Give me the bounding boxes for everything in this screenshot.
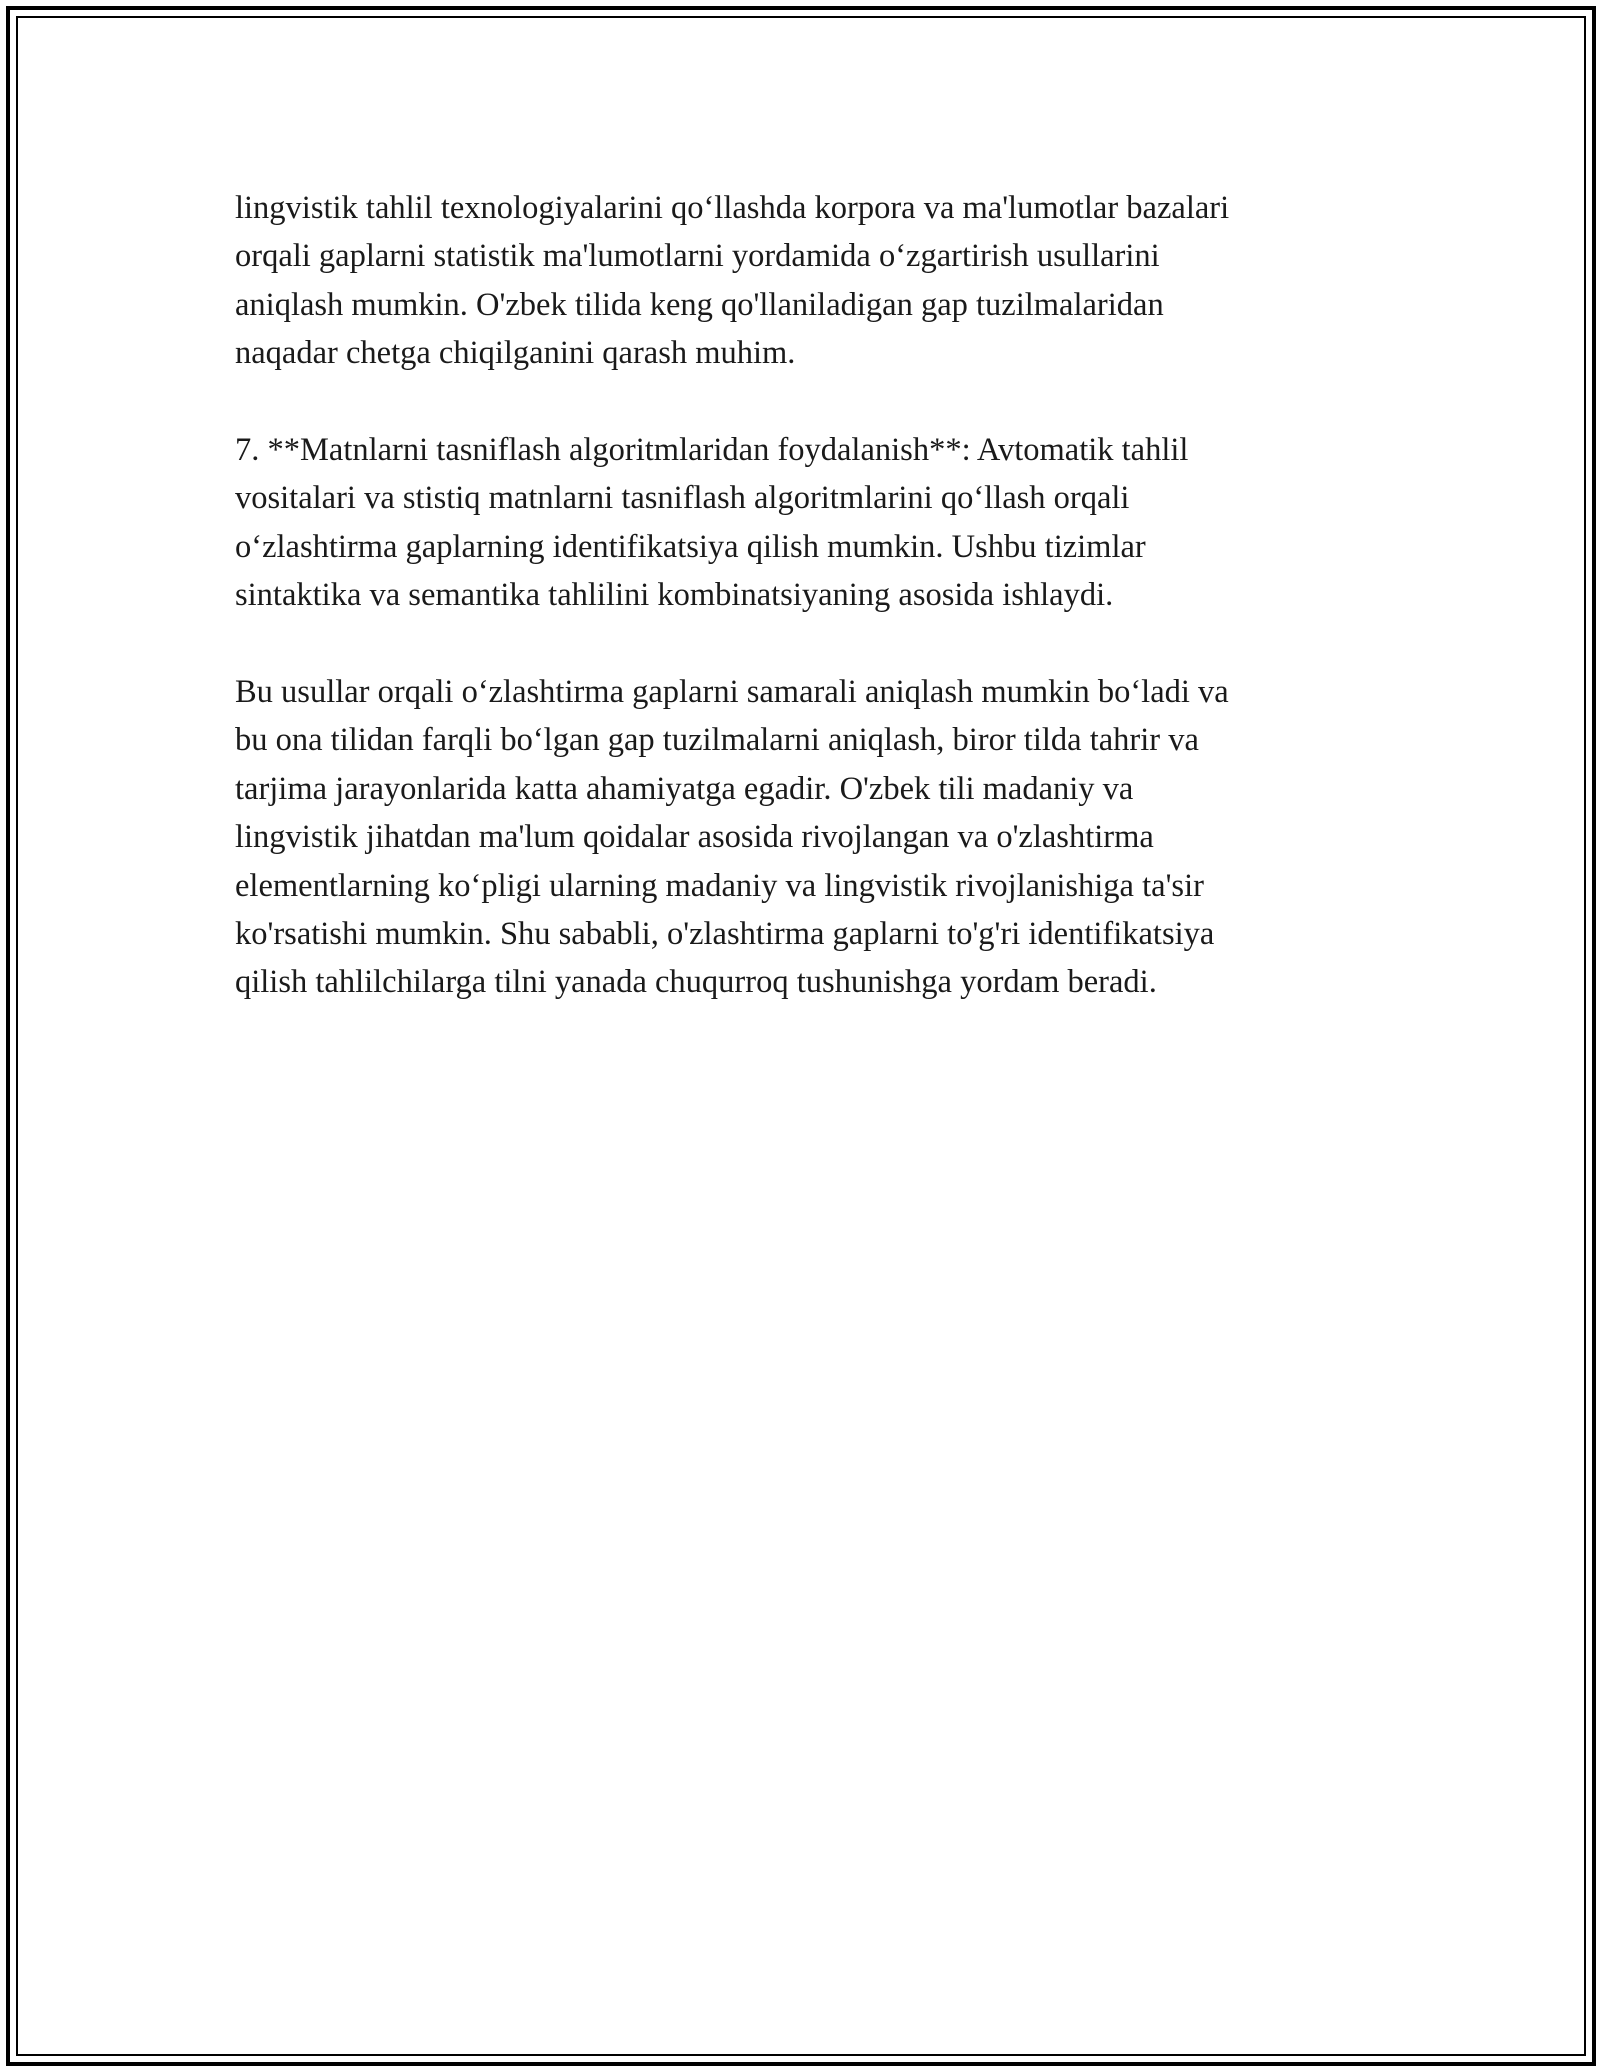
paragraph-2: 7. **Matnlarni tasniflash algoritmlaridan foydalanish**: Avtomatik tahlil vositalari va stistiq matnlarni tasniflash algoritmlarini qo‘llash orqali o‘zlashtirma gaplarning identifikatsiya qilish mumkin. Ushbu tizimlar sintaktika va semantika tahlilini kombinatsiyaning asosida ishlaydi. [235, 432, 1189, 614]
document-body [235, 184, 1395, 1055]
paragraph-1: lingvistik tahlil texnologiyalarini qo‘llashda korpora va ma'lumotlar bazalari orqali gaplarni statistik ma'lumotlarni yordamida o‘zgartirish usullarini aniqlash mumkin. O'zbek tilida keng qo'llaniladigan gap tuzilmalaridan naqadar chetga chiqilganini qarash muhim. [235, 190, 1230, 372]
paragraph-3: Bu usullar orqali o‘zlashtirma gaplarni samarali aniqlash mumkin bo‘ladi va bu ona tilidan farqli bo‘lgan gap tuzilmalarni aniqlash, biror tilda tahrir va tarjima jarayonlarida katta ahamiyatga egadir. O'zbek tili madaniy va lingvistik jihatdan ma'lum qoidalar asosida rivojlangan va o'zlashtirma elementlarning ko‘pligi ularning madaniy va lingvistik rivojlanishiga ta'sir ko'rsatishi mumkin. Shu sababli, o'zlashtirma gaplarni to'g'ri identifikatsiya qilish tahlilchilarga tilni yanada chuqurroq tushunishga yordam beradi. [235, 674, 1229, 1001]
